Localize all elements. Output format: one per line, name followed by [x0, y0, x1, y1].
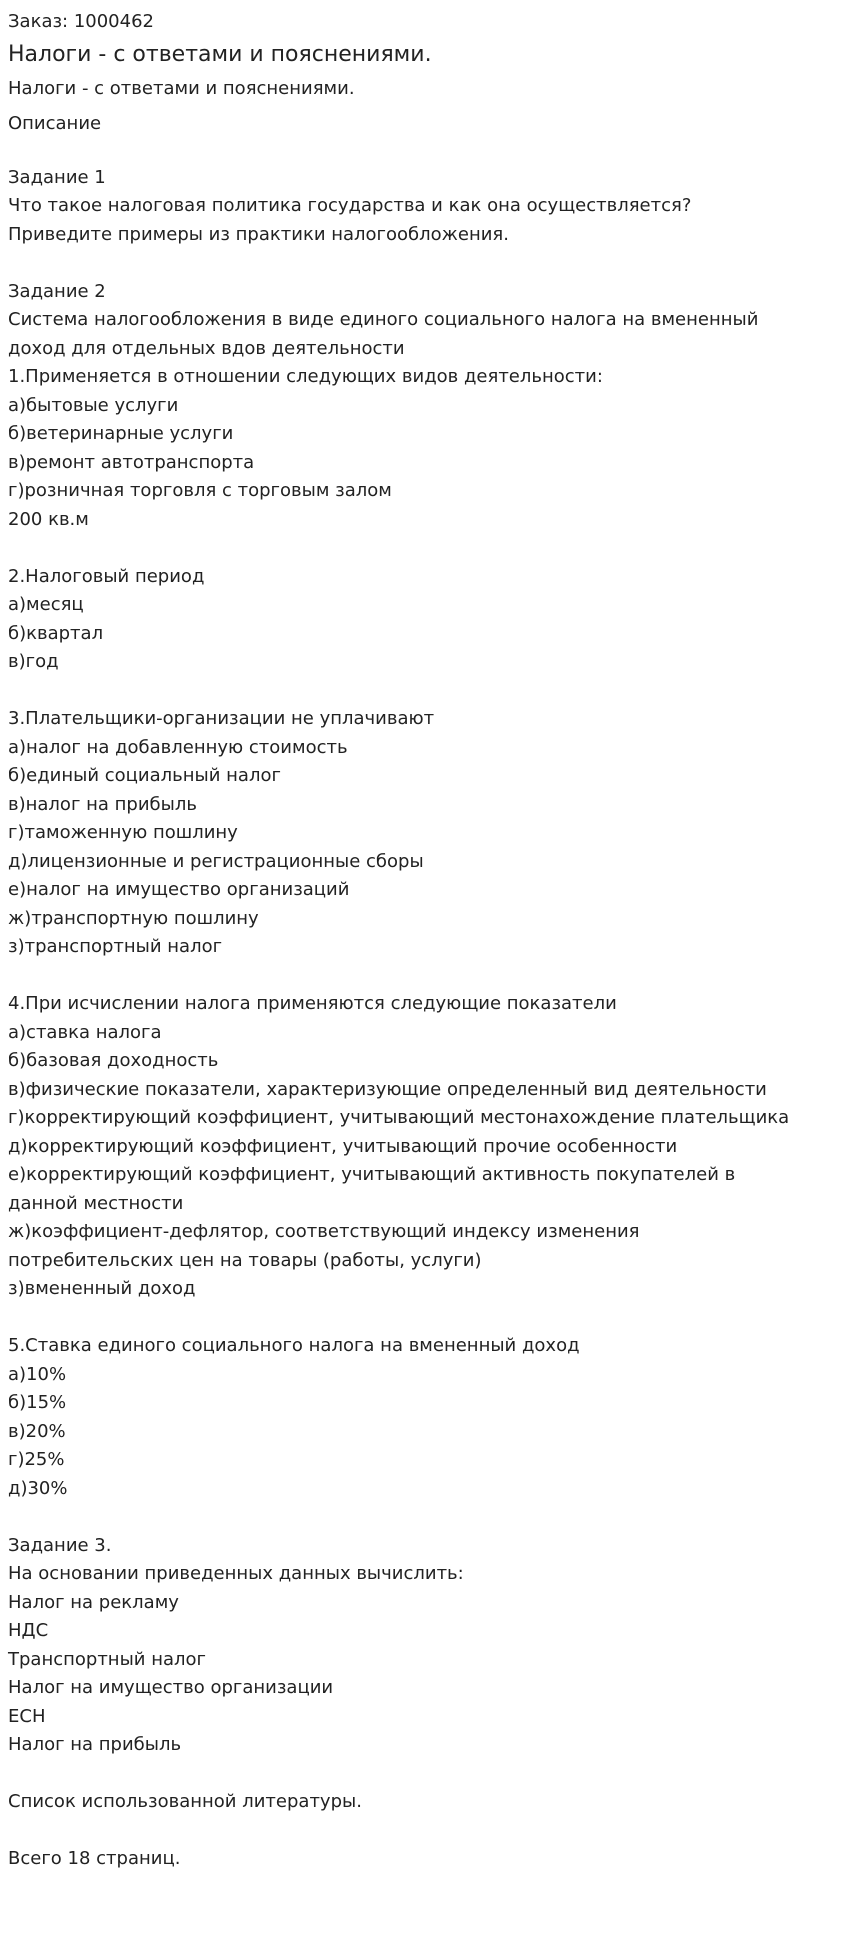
text-line: д)корректирующий коэффициент, учитывающий прочие особенности	[8, 1135, 678, 1157]
text-line: Налог на имущество организации	[8, 1677, 334, 1698]
text-line: а)бытовые услуги	[8, 394, 179, 416]
text-line: 5.Ставка единого социального налога на вмененный доход	[8, 1335, 580, 1356]
text-line: д)лицензионные и регистрационные сборы	[8, 850, 424, 872]
text-line: ж)транспортную пошлину	[8, 907, 259, 929]
text-line: Список использованной литературы.	[8, 1791, 362, 1812]
description-body	[8, 135, 839, 1874]
text-line	[8, 249, 839, 278]
text-line: б)15%	[8, 1392, 67, 1413]
text-line: з)вмененный доход	[8, 1278, 196, 1299]
text-line: Налог на прибыль	[8, 1734, 182, 1755]
text-line	[8, 1304, 839, 1333]
text-line: з)транспортный налог	[8, 936, 223, 957]
text-line: доход для отдельных вдов деятельности	[8, 337, 405, 359]
text-line: Задание 3.	[8, 1534, 112, 1556]
text-line: потребительских цен на товары (работы, услуги)	[8, 1249, 482, 1271]
text-line: данной местности	[8, 1192, 184, 1214]
text-line: На основании приведенных данных вычислить:	[8, 1563, 464, 1584]
text-line: 3.Плательщики-организации не уплачивают	[8, 708, 435, 729]
text-line: Задание 2	[8, 280, 106, 302]
text-line: 1.Применяется в отношении следующих видов деятельности:	[8, 366, 603, 387]
text-line: ЕСН	[8, 1705, 46, 1727]
text-line: в)год	[8, 651, 59, 672]
text-line: в)ремонт автотранспорта	[8, 451, 255, 473]
text-line: Что такое налоговая политика государства и как она осуществляется?	[8, 195, 692, 216]
text-line: е)корректирующий коэффициент, учитывающий активность покупателей в	[8, 1164, 736, 1185]
text-line: Транспортный налог	[8, 1648, 206, 1670]
text-line: Налог на рекламу	[8, 1591, 179, 1613]
text-line: 2.Налоговый период	[8, 565, 205, 587]
page-title: Налоги - с ответами и пояснениями.	[8, 42, 432, 67]
text-line: 200 кв.м	[8, 508, 89, 530]
text-line: а)месяц	[8, 594, 84, 615]
text-line: г)таможенную пошлину	[8, 822, 238, 843]
text-line	[8, 962, 839, 991]
text-line: в)20%	[8, 1420, 66, 1442]
text-line: а)налог на добавленную стоимость	[8, 736, 348, 758]
text-line: б)квартал	[8, 622, 104, 644]
text-line: г)25%	[8, 1449, 65, 1470]
text-line: Задание 1	[8, 166, 106, 188]
text-line: 4.При исчислении налога применяются следующие показатели	[8, 993, 617, 1014]
text-line: г)корректирующий коэффициент, учитывающий местонахождение плательщика	[8, 1107, 790, 1128]
text-line: в)налог на прибыль	[8, 793, 197, 815]
text-line: Система налогообложения в виде единого социального налога на вмененный	[8, 309, 759, 330]
text-line: б)базовая доходность	[8, 1050, 219, 1071]
text-line	[8, 534, 839, 563]
order-number: Заказ: 1000462	[8, 11, 154, 32]
text-line: ж)коэффициент-дефлятор, соответствующий индексу изменения	[8, 1221, 640, 1242]
text-line: б)ветеринарные услуги	[8, 423, 234, 444]
text-line: а)10%	[8, 1363, 67, 1385]
text-line: а)ставка налога	[8, 1021, 162, 1043]
text-line	[8, 1503, 839, 1532]
description-heading: Описание	[8, 113, 102, 134]
text-line	[8, 1760, 839, 1789]
text-line	[8, 1817, 839, 1846]
text-line: г)розничная торговля с торговым залом	[8, 480, 392, 501]
text-line: е)налог на имущество организаций	[8, 879, 350, 900]
text-line: б)единый социальный налог	[8, 765, 281, 786]
text-line	[8, 677, 839, 706]
page-subtitle: Налоги - с ответами и пояснениями.	[8, 78, 355, 99]
text-line	[8, 135, 839, 164]
text-line: в)физические показатели, характеризующие определенный вид деятельности	[8, 1078, 767, 1100]
text-line: д)30%	[8, 1477, 68, 1499]
text-line: Всего 18 страниц.	[8, 1848, 181, 1869]
text-line: НДС	[8, 1620, 49, 1641]
text-line: Приведите примеры из практики налогообложения.	[8, 223, 509, 245]
